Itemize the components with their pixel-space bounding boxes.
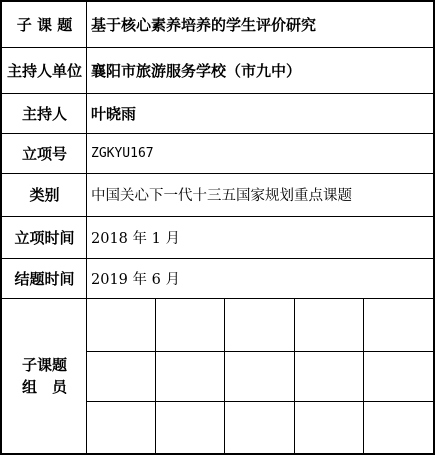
row-divider <box>0 298 435 299</box>
border-left <box>0 0 2 455</box>
label-members-line1: 子课题 <box>21 355 67 374</box>
value-start-time: 2018 年 1 月 <box>91 230 180 247</box>
label-members <box>2 298 87 453</box>
label-category: 类别 <box>29 186 60 204</box>
value-project-number: ZGKYU167 <box>91 145 154 161</box>
row-divider <box>0 93 435 94</box>
row-divider <box>0 173 435 174</box>
row-divider <box>0 47 435 48</box>
grid-col-divider <box>294 298 295 455</box>
member-cell <box>225 299 294 351</box>
label-start-time: 立项时间 <box>14 228 75 247</box>
member-cell <box>87 352 155 401</box>
member-cell <box>364 299 432 351</box>
row-divider <box>0 258 435 259</box>
member-cell <box>364 402 432 452</box>
label-members-line2: 组 员 <box>21 377 67 396</box>
member-cell <box>87 402 155 452</box>
grid-col-divider <box>155 298 156 455</box>
member-cell <box>156 299 224 351</box>
row-divider <box>0 133 435 134</box>
member-cell <box>225 402 294 452</box>
label-host: 主持人 <box>21 104 67 123</box>
member-cell <box>156 352 224 401</box>
member-cell <box>364 352 432 401</box>
grid-col-divider <box>363 298 364 455</box>
label-project-number: 立项号 <box>21 144 67 163</box>
label-subtopic: 子 课 题 <box>16 16 73 34</box>
member-cell <box>295 352 363 401</box>
member-cell <box>295 402 363 452</box>
label-host-unit: 主持人单位 <box>6 61 82 80</box>
value-host-unit: 襄阳市旅游服务学校（市九中） <box>91 61 302 80</box>
member-cell <box>295 299 363 351</box>
label-end-time: 结题时间 <box>14 269 75 288</box>
value-end-time: 2019 年 6 月 <box>91 271 180 288</box>
divider-label-column <box>86 0 87 455</box>
value-category: 中国关心下一代十三五国家规划重点课题 <box>91 188 352 204</box>
grid-row-divider <box>86 351 435 352</box>
member-cell <box>156 402 224 452</box>
value-host: 叶晓雨 <box>91 104 137 123</box>
member-cell <box>87 299 155 351</box>
value-subtopic: 基于核心素养培养的学生评价研究 <box>91 16 317 34</box>
grid-col-divider <box>224 298 225 455</box>
row-divider <box>0 216 435 217</box>
member-cell <box>225 352 294 401</box>
border-top <box>0 0 435 2</box>
grid-row-divider <box>86 401 435 402</box>
